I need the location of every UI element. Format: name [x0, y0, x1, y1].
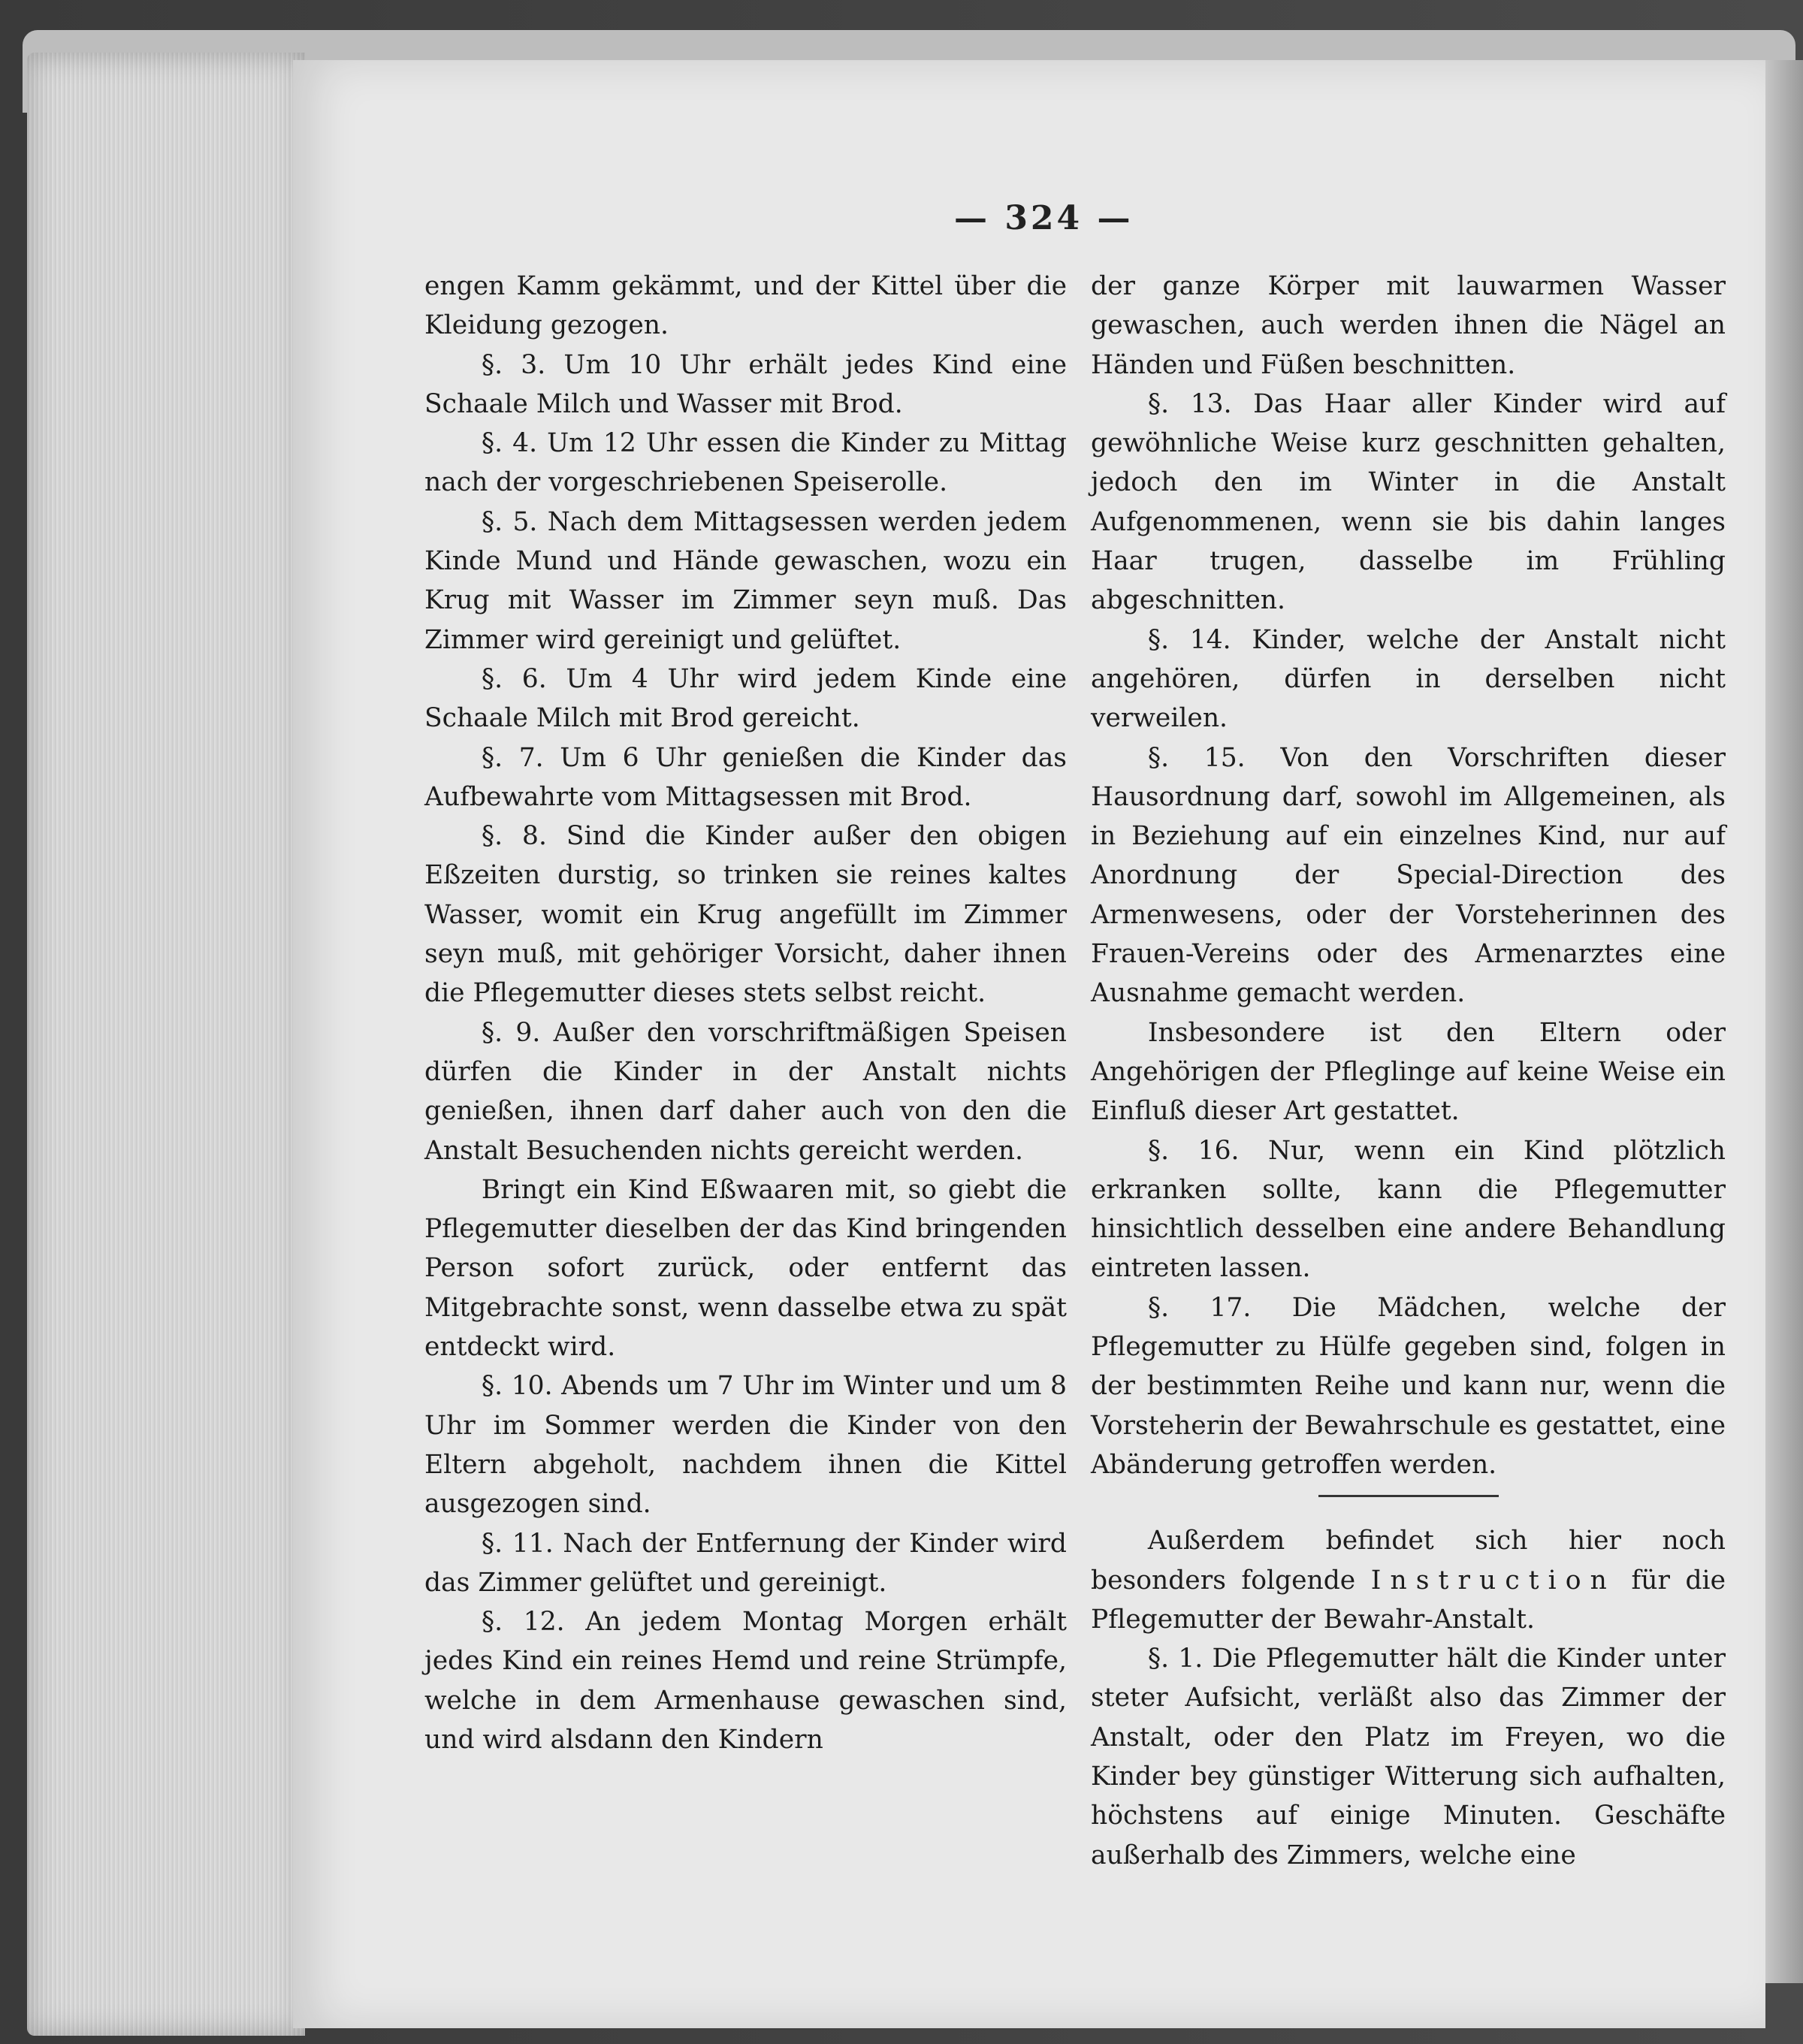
paragraph: §. 1. Die Pflegemutter hält die Kinder unter steter Aufsicht, verläßt also das Zimmer der Anstalt, oder den Platz im Freyen, wo die Kinder bey günstiger Witterung sich aufhalten, höchstens auf einige Minuten. Geschäfte außerhalb des Zimmers, welche eine: [1091, 1644, 1726, 1870]
paragraph: §. 4. Um 12 Uhr essen die Kinder zu Mittag nach der vorgeschriebenen Speiserolle.: [424, 428, 1067, 498]
paragraph: §. 9. Außer den vorschriftmäßigen Speisen dürfen die Kinder in der Anstalt nichts genießen, ihnen darf daher auch von den die Anstalt Besuchenden nichts gereicht werden.: [424, 1017, 1067, 1166]
paragraph: Bringt ein Kind Eßwaaren mit, so giebt die Pflegemutter dieselben der das Kind bringenden Person sofort zurück, oder entfernt das Mitgebrachte sonst, wenn dasselbe etwa zu spät entdeckt wird.: [424, 1174, 1067, 1363]
right-text-column: [1091, 267, 1726, 1875]
paragraph: §. 11. Nach der Entfernung der Kinder wird das Zimmer gelüftet und gereinigt.: [424, 1528, 1067, 1598]
paragraph: Insbesondere ist den Eltern oder Angehörigen der Pfleglinge auf keine Weise ein Einfluß dieser Art gestattet.: [1091, 1017, 1726, 1127]
page-number: — 324 —: [954, 199, 1134, 237]
paragraph: §. 13. Das Haar aller Kinder wird auf gewöhnliche Weise kurz geschnitten gehalten, jedoch den im Winter in die Anstalt Aufgenommenen, wenn sie bis dahin langes Haar trugen, dasselbe im Frühling abgeschnitten.: [1091, 388, 1726, 616]
page-stack-edge: [27, 53, 305, 2036]
paragraph: der ganze Körper mit lauwarmen Wasser gewaschen, auch werden ihnen die Nägel an Händen und Füßen beschnitten.: [1091, 271, 1726, 380]
intro-text-before: Außerdem befindet sich hier noch besonders folgende: [1091, 1526, 1726, 1596]
paragraph: §. 17. Die Mädchen, welche der Pflegemutter zu Hülfe gegeben sind, folgen in der bestimmten Reihe und kann nur, wenn die Vorsteherin der Bewahrschule es gestattet, eine Abänderung getroffen werden.: [1091, 1292, 1726, 1480]
paragraph: engen Kamm gekämmt, und der Kittel über die Kleidung gezogen.: [424, 271, 1067, 341]
paragraph: §. 14. Kinder, welche der Anstalt nicht angehören, dürfen in derselben nicht verweilen.: [1091, 624, 1726, 734]
paragraph: §. 3. Um 10 Uhr erhält jedes Kind eine Schaale Milch und Wasser mit Brod.: [424, 349, 1067, 419]
paragraph: §. 8. Sind die Kinder außer den obigen Eßzeiten durstig, so trinken sie reines kaltes Wasser, womit ein Krug angefüllt im Zimmer seyn muß, mit gehöriger Vorsicht, daher ihnen die Pflegemutter dieses stets selbst reicht.: [424, 821, 1067, 1009]
instruction-heading: Instruction: [1370, 1565, 1616, 1596]
paragraph: §. 6. Um 4 Uhr wird jedem Kinde eine Schaale Milch mit Brod gereicht.: [424, 663, 1067, 734]
paragraph: §. 7. Um 6 Uhr genießen die Kinder das Aufbewahrte vom Mittagsessen mit Brod.: [424, 742, 1067, 812]
instruction-intro: [1091, 1521, 1726, 1639]
paragraph: §. 12. An jedem Montag Morgen erhält jedes Kind ein reines Hemd und reine Strümpfe, welche in dem Armenhause gewaschen sind, und wird alsdann den Kindern: [424, 1607, 1067, 1755]
paragraph: §. 16. Nur, wenn ein Kind plötzlich erkranken sollte, kann die Pflegemutter hinsichtlich desselben eine andere Behandlung eintreten lassen.: [1091, 1135, 1726, 1284]
intro-text-after: für die Pflegemutter der Bewahr-Anstalt.: [1091, 1565, 1726, 1635]
left-text-column: [424, 267, 1067, 1759]
section-divider: [1318, 1495, 1499, 1497]
paragraph: §. 5. Nach dem Mittagsessen werden jedem Kinde Mund und Hände gewaschen, wozu ein Krug mit Wasser im Zimmer seyn muß. Das Zimmer wird gereinigt und gelüftet.: [424, 506, 1067, 655]
paragraph: §. 10. Abends um 7 Uhr im Winter und um 8 Uhr im Sommer werden die Kinder von den Eltern abgeholt, nachdem ihnen die Kittel ausgezogen sind.: [424, 1371, 1067, 1520]
paragraph: §. 15. Von den Vorschriften dieser Hausordnung darf, sowohl im Allgemeinen, als in Beziehung auf ein einzelnes Kind, nur auf Anordnung der Special-Direction des Armenwesens, oder der Vorsteherinnen des Frauen-Vereins oder des Armenarztes eine Ausnahme gemacht werden.: [1091, 742, 1726, 1009]
